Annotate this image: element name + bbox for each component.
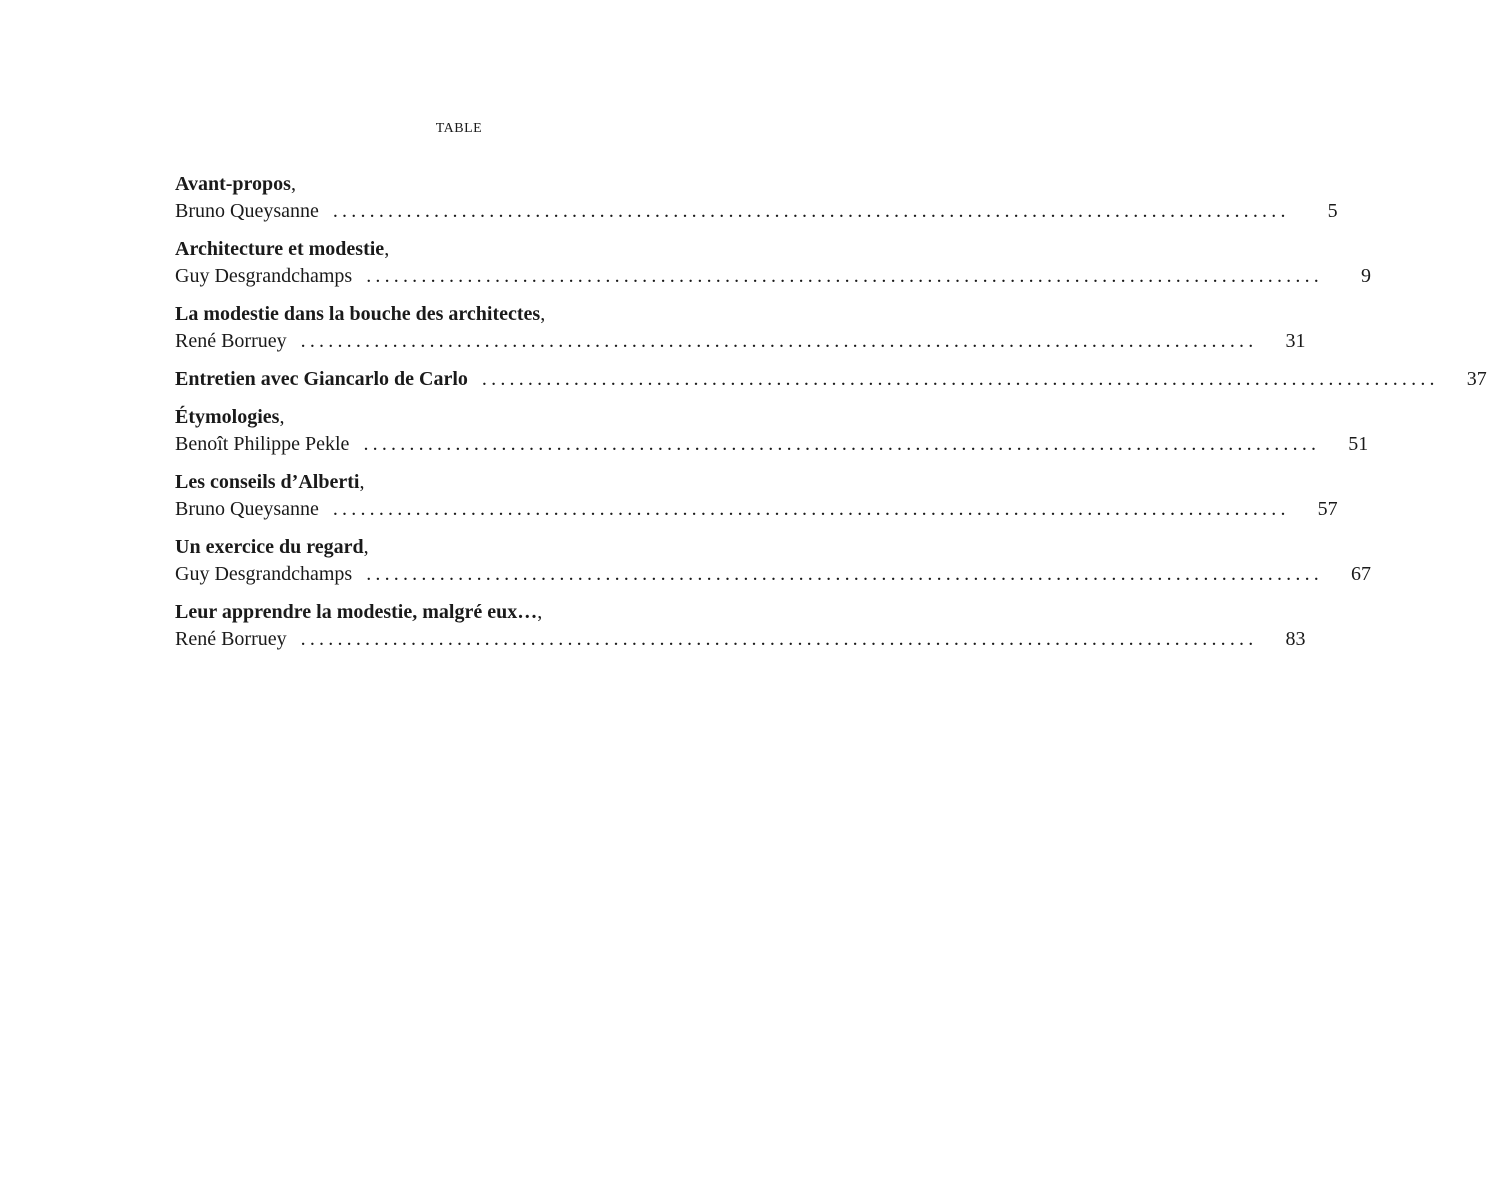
entry-title-comma: , (537, 601, 543, 623)
entry-title (175, 171, 747, 198)
toc-entry (175, 301, 1306, 355)
dot-leader: ........................................................................................................ (332, 498, 1290, 520)
dot-leader: ........................................................................................................ (300, 330, 1258, 352)
entry-page-number: 67 (1351, 563, 1371, 585)
entry-page-number: 37 (1466, 368, 1487, 390)
toc-entry (175, 236, 1371, 290)
toc-entry (175, 366, 1487, 393)
entry-title-comma: , (279, 406, 285, 428)
entry-title-text: Leur apprendre la modestie, malgré eux… (175, 601, 538, 623)
entry-title-text: La modestie dans la bouche des architectes (175, 303, 541, 325)
entry-author: Bruno Queysanne (175, 498, 319, 520)
entry-title-text: Étymologies (175, 406, 280, 428)
entry-title (175, 301, 747, 328)
entry-author-line (175, 626, 1306, 653)
toc-entry (175, 534, 1371, 588)
entry-page-number: 83 (1285, 628, 1306, 650)
entry-page-number: 31 (1285, 330, 1306, 352)
entry-title-text: Un exercice du regard (175, 536, 364, 558)
dot-leader: ........................................................................................................ (481, 368, 1439, 390)
entry-author: Guy Desgrandchamps (175, 563, 353, 585)
entry-author-line (175, 561, 1371, 588)
dot-leader: ........................................................................................................ (366, 265, 1323, 287)
dot-leader: ........................................................................................................ (366, 563, 1323, 585)
entry-page-number: 51 (1348, 433, 1369, 455)
entry-author-line (175, 431, 1369, 458)
toc-entry (175, 469, 1338, 523)
entry-author: Guy Desgrandchamps (175, 265, 353, 287)
entry-title-text: Architecture et modestie (175, 238, 385, 260)
dot-leader: ........................................................................................................ (363, 433, 1321, 455)
entry-title (175, 236, 747, 263)
toc-entry (175, 599, 1306, 653)
entry-title-comma: , (290, 173, 296, 195)
toc-entry (175, 171, 1338, 225)
entry-author: René Borruey (175, 330, 287, 352)
entry-page-number: 57 (1317, 498, 1338, 520)
entry-author: René Borruey (175, 628, 287, 650)
entry-title-text: Les conseils d’Alberti (175, 471, 360, 493)
entry-author-line (175, 496, 1338, 523)
page-title: TABLE (435, 121, 483, 136)
entry-page-number: 9 (1361, 265, 1371, 287)
entry-author-line (175, 198, 1338, 225)
entry-title-comma: , (359, 471, 365, 493)
entry-title (175, 469, 747, 496)
entry-title (175, 404, 747, 431)
entry-title-comma: , (540, 303, 546, 325)
toc-entry (175, 404, 1369, 458)
entry-title-line (175, 366, 1487, 393)
dot-leader: ........................................................................................................ (332, 200, 1290, 222)
entry-author: Benoît Philippe Pekle (175, 433, 350, 455)
entry-title-comma: , (384, 238, 390, 260)
entry-author: Bruno Queysanne (175, 200, 319, 222)
entry-title (175, 534, 747, 561)
entry-page-number: 5 (1327, 200, 1338, 222)
entry-title (175, 599, 747, 626)
entry-title-text: Entretien avec Giancarlo de Carlo (175, 368, 468, 390)
entry-title-comma: , (363, 536, 369, 558)
table-of-contents (175, 171, 1487, 664)
entry-author-line (175, 263, 1371, 290)
entry-title-text: Avant-propos (175, 173, 291, 195)
dot-leader: ........................................................................................................ (300, 628, 1258, 650)
entry-author-line (175, 328, 1306, 355)
